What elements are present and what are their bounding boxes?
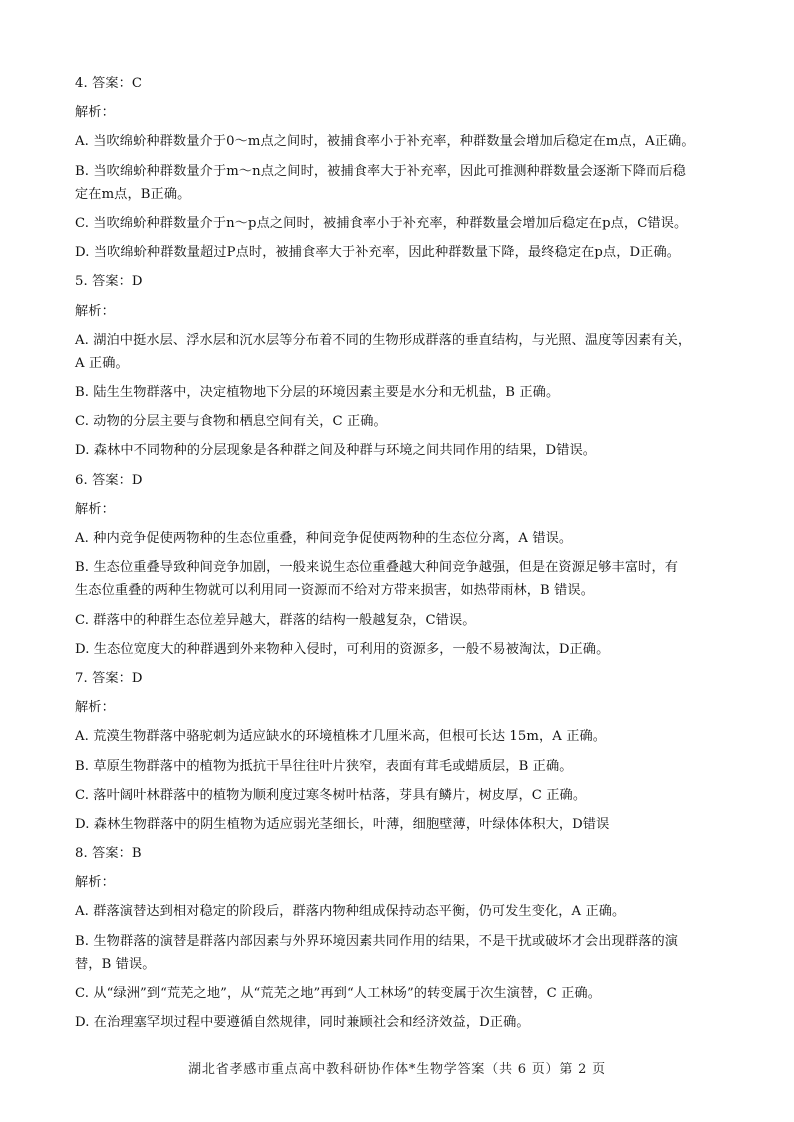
analysis-line: A. 湖泊中挺水层、浮水层和沉水层等分布着不同的生物形成群落的垂直结构，与光照、温度等因素有关，: [75, 332, 692, 348]
analysis-line: B. 生物群落的演替是群落内部因素与外界环境因素共同作用的结果，不是干扰或破坏才会出现群落的演: [75, 933, 679, 949]
page-footer: 湖北省孝感市重点高中教科研协作体*生物学答案（共 6 页）第 2 页: [188, 1062, 606, 1077]
analysis-label-q7: 解析：: [75, 700, 115, 716]
answer-heading-q8: 8. 答案：B: [75, 846, 142, 862]
analysis-label-q5: 解析：: [75, 303, 115, 319]
analysis-label-q8: 解析：: [75, 875, 115, 891]
analysis-line: B. 草原生物群落中的植物为抵抗干旱往往叶片狭窄，表面有茸毛或蜡质层，B 正确。: [75, 758, 573, 774]
answer-heading-q4: 4. 答案：C: [75, 76, 143, 91]
answer-heading-q6: 6. 答案：D: [75, 472, 143, 488]
analysis-label-q6: 解析：: [75, 501, 115, 517]
analysis-line: D. 生态位宽度大的种群遇到外来物种入侵时，可利用的资源多，一般不易被淘汰，D正确。: [75, 641, 610, 657]
analysis-line: D. 森林生物群落中的阴生植物为适应弱光茎细长，叶薄，细胞壁薄，叶绿体体积大，D错误: [75, 816, 610, 832]
analysis-label-q4: 解析：: [75, 105, 115, 121]
analysis-line: A. 种内竞争促使两物种的生态位重叠，种间竞争促使两物种的生态位分离，A 错误。: [75, 531, 573, 546]
analysis-line: 定在m点，B正确。: [75, 186, 191, 202]
analysis-line: A. 荒漠生物群落中骆驼刺为适应缺水的环境植株才几厘米高，但根可长达 15m，A 正确。: [75, 729, 607, 745]
analysis-line: D. 当吹绵蚧种群数量超过P点时，被捕食率大于补充率，因此种群数量下降，最终稳定在p点，D正确。: [75, 245, 681, 261]
analysis-line: 生态位重叠的两种生物就可以利用同一资源而不给对方带来损害，如热带雨林，B 错误。: [75, 583, 595, 599]
analysis-line: A 正确。: [75, 355, 129, 371]
analysis-line: C. 从“绿洲”到“荒芜之地”，从“荒芜之地”再到“人工林场”的转变属于次生演替，C 正确。: [75, 986, 602, 1001]
answer-heading-q7: 7. 答案：D: [75, 670, 143, 686]
analysis-line: B. 当吹绵蚧种群数量介于m～n点之间时，被捕食率大于补充率，因此可推测种群数量会逐渐下降而后稳: [75, 163, 686, 179]
analysis-line: B. 陆生生物群落中，决定植物地下分层的环境因素主要是水分和无机盐，B 正确。: [75, 385, 560, 401]
answer-content: [75, 74, 735, 1042]
analysis-line: 替，B 错误。: [75, 956, 156, 972]
analysis-line: D. 森林中不同物种的分层现象是各种群之间及种群与环境之间共同作用的结果，D错误。: [75, 443, 597, 459]
answer-heading-q5: 5. 答案：D: [75, 274, 143, 290]
analysis-line: C. 群落中的种群生态位差异越大，群落的结构一般越复杂，C错误。: [75, 612, 476, 628]
analysis-line: C. 当吹绵蚧种群数量介于n～p点之间时，被捕食率小于补充率，种群数量会增加后稳定在p点，C错误。: [75, 215, 688, 231]
analysis-line: A. 当吹绵蚧种群数量介于0～m点之间时，被捕食率小于补充率，种群数量会增加后稳定在m点，A正确。: [75, 134, 695, 150]
analysis-line: C. 落叶阔叶林群落中的植物为顺利度过寒冬树叶枯落，芽具有鳞片，树皮厚，C 正确。: [75, 787, 587, 803]
analysis-line: D. 在治理塞罕坝过程中要遵循自然规律，同时兼顾社会和经济效益，D正确。: [75, 1015, 530, 1031]
analysis-line: B. 生态位重叠导致种间竞争加剧，一般来说生态位重叠越大种间竞争越强，但是在资源足够丰富时，有: [75, 560, 679, 576]
analysis-line: A. 群落演替达到相对稳定的阶段后，群落内物种组成保持动态平衡，仍可发生变化，A 正确。: [75, 904, 626, 920]
analysis-line: C. 动物的分层主要与食物和栖息空间有关，C 正确。: [75, 414, 387, 430]
